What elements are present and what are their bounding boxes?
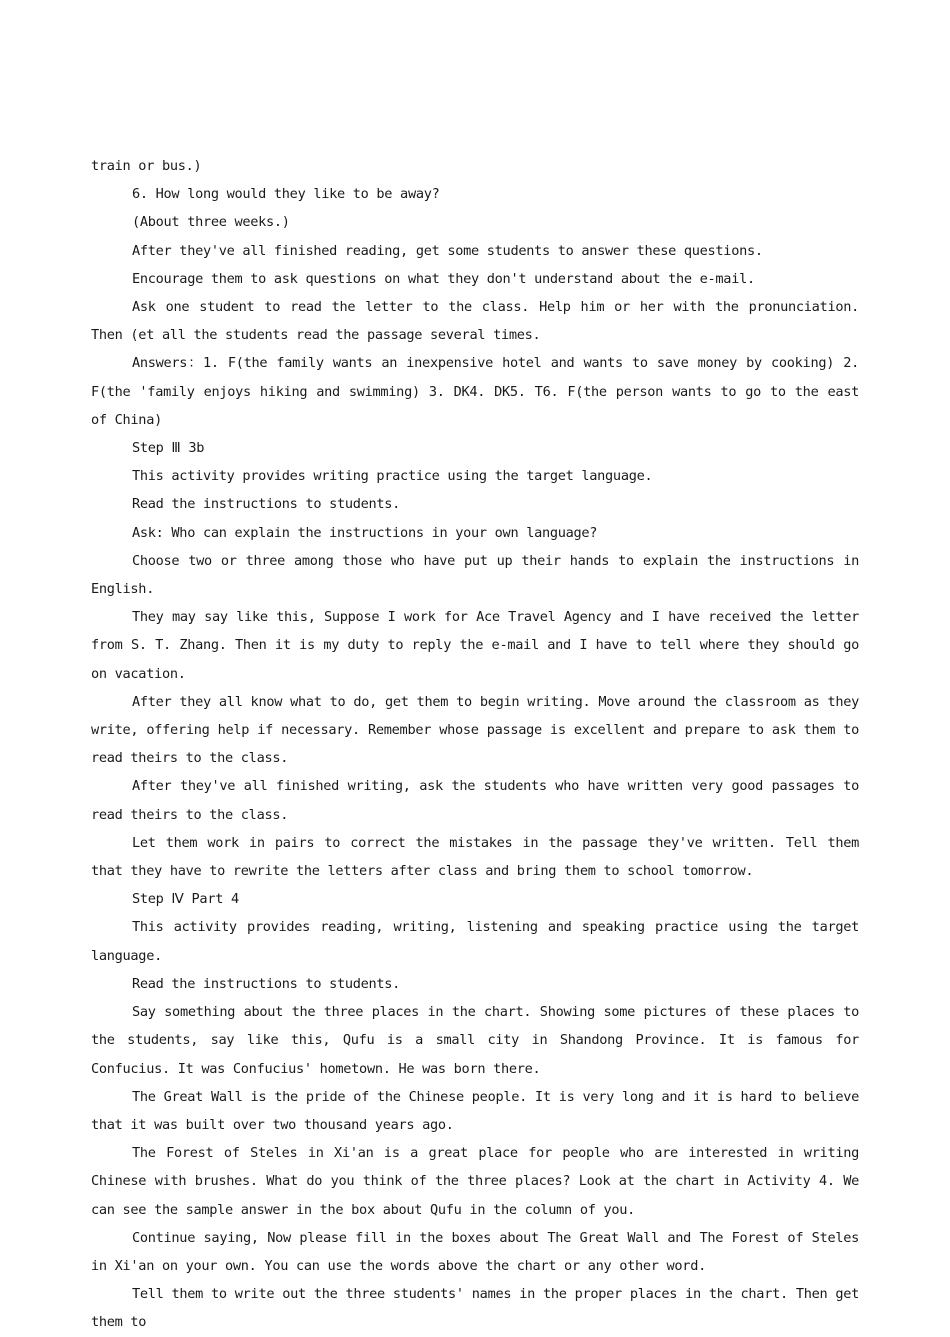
paragraph: Read the instructions to students. xyxy=(132,496,401,513)
paragraph: Choose two or three among those who have put up their hands to explain the instructions in English. xyxy=(91,552,859,598)
answers-paragraph: Answers：1. F(the family wants an inexpensive hotel and wants to save money by cooking) 2. F(the 'family enjoys hiking and swimming) 3. DK4. DK5. T6. F(the person wants to go to the east of China) xyxy=(91,355,859,428)
paragraph: 6. How long would they like to be away? xyxy=(132,186,440,203)
paragraph: Encourage them to ask questions on what they don't understand about the e-mail. xyxy=(132,270,755,287)
paragraph: (About three weeks.) xyxy=(132,214,290,231)
paragraph: train or bus.) xyxy=(91,158,202,174)
paragraph: The Great Wall is the pride of the Chinese people. It is very long and it is hard to believe that it was built over two thousand years ago. xyxy=(91,1088,859,1133)
paragraph: After they all know what to do, get them to begin writing. Move around the classroom as they write, offering help if necessary. Remember whose passage is excellent and prepare to ask them to read theirs to the class. xyxy=(91,693,859,767)
paragraph: After they've all finished reading, get some students to answer these questions. xyxy=(132,242,763,259)
step-heading: Step Ⅲ 3b xyxy=(132,440,205,457)
paragraph: This activity provides reading, writing, listening and speaking practice using the target language. xyxy=(91,919,859,964)
document-body xyxy=(91,152,859,1337)
paragraph: Let them work in pairs to correct the mistakes in the passage they've written. Tell them that they have to rewrite the letters after class and bring them to school tomorrow. xyxy=(91,834,859,880)
paragraph: They may say like this, Suppose I work for Ace Travel Agency and I have received the letter from S. T. Zhang. Then it is my duty to reply the e-mail and I have to tell where they should go on vacation. xyxy=(91,609,859,682)
paragraph: This activity provides writing practice using the target language. xyxy=(132,468,653,485)
paragraph: The Forest of Steles in Xi'an is a great place for people who are interested in writing Chinese with brushes. What do you think of the three places? Look at the chart in Activity 4. We can see the sample answer in the box about Qufu in the column of you. xyxy=(91,1145,859,1218)
paragraph: Say something about the three places in the chart. Showing some pictures of these places to the students, say like this, Qufu is a small city in Shandong Province. It is famous for Confucius. It was Confucius' hometown. He was born there. xyxy=(91,1004,859,1077)
paragraph: Continue saying, Now please fill in the boxes about The Great Wall and The Forest of Steles in Xi'an on your own. You can use the words above the chart or any other word. xyxy=(91,1229,859,1274)
paragraph: After they've all finished writing, ask the students who have written very good passages to read theirs to the class. xyxy=(91,778,859,823)
paragraph: Tell them to write out the three students' names in the proper places in the chart. Then get them to xyxy=(91,1286,859,1331)
paragraph: Read the instructions to students. xyxy=(132,975,401,992)
paragraph: Ask: Who can explain the instructions in your own language? xyxy=(132,524,598,541)
paragraph: Ask one student to read the letter to the class. Help him or her with the pronunciation. Then (et all the students read the passage several times. xyxy=(91,299,859,344)
step-heading: Step Ⅳ Part 4 xyxy=(132,891,239,908)
